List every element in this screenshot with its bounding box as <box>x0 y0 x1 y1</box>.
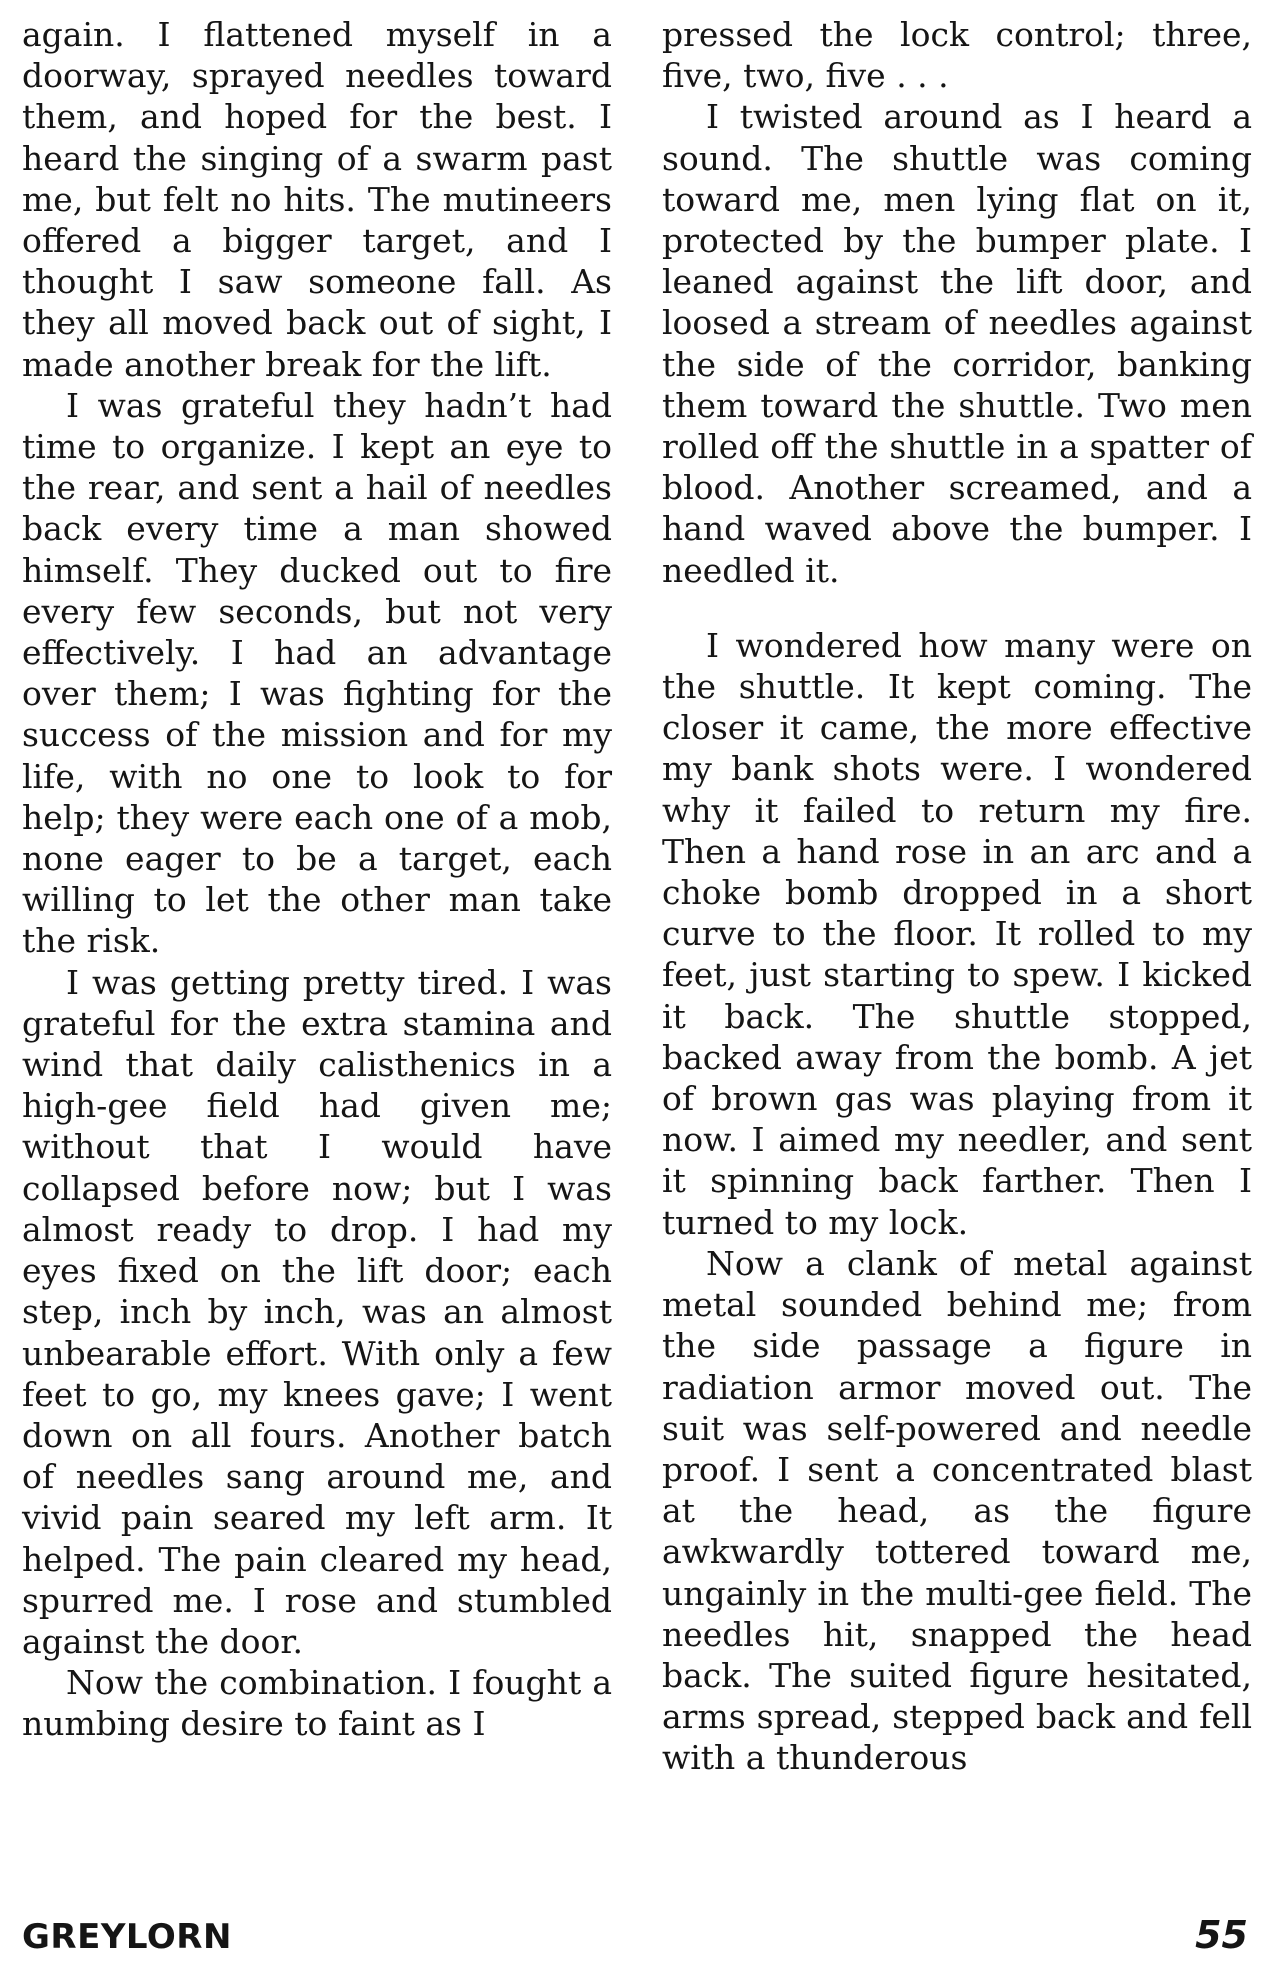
right-text-column <box>662 14 1252 1779</box>
running-footer-title: GREYLORN <box>22 1917 232 1957</box>
paragraph: pressed the lock control; three, five, two, five . . . <box>662 15 1252 96</box>
paragraph: I was grateful they hadn’t had time to organize. I kept an eye to the rear, and sent a hail of needles back every time a man showed himself. They ducked out to fire every few seconds, but not very effectively. I had an advantage over them; I was fighting for the success of the mission and for my life, with no one to look to for help; they were each one of a mob, none eager to be a target, each willing to let the other man take the risk. <box>22 385 612 961</box>
paragraph: again. I flattened myself in a doorway, sprayed needles toward them, and hoped for the best. I heard the singing of a swarm past me, but felt no hits. The mutineers offered a bigger target, and I thought I saw someone fall. As they all moved back out of sight, I made another break for the lift. <box>22 15 612 384</box>
paragraph: Now a clank of metal against metal sounded behind me; from the side passage a figure in radiation armor moved out. The suit was self-powered and needle proof. I sent a concentrated blast at the head, as the figure awkwardly tottered toward me, ungainly in the multi-gee field. The needles hit, snapped the head back. The suited figure hesitated, arms spread, stepped back and fell with a thunderous <box>662 1243 1252 1778</box>
paragraph: I wondered how many were on the shuttle. It kept coming. The closer it came, the more effective my bank shots were. I wondered why it failed to return my fire. Then a hand rose in an arc and a choke bomb dropped in a short curve to the floor. It rolled to my feet, just starting to spew. I kicked it back. The shuttle stopped, backed away from the bomb. A jet of brown gas was playing from it now. I aimed my needler, and sent it spinning back farther. Then I turned to my lock. <box>662 625 1252 1242</box>
paragraph: I was getting pretty tired. I was grateful for the extra stamina and wind that daily calisthenics in a high-gee field had given me; without that I would have collapsed before now; but I was almost ready to drop. I had my eyes fixed on the lift door; each step, inch by inch, was an almost unbearable effort. With only a few feet to go, my knees gave; I went down on all fours. Another batch of needles sang around me, and vivid pain seared my left arm. It helped. The pain cleared my head, spurred me. I rose and stumbled against the door. <box>22 962 612 1661</box>
left-text-column <box>22 14 612 1745</box>
paragraph: Now the combination. I fought a numbing desire to faint as I <box>22 1663 612 1744</box>
paragraph: I twisted around as I heard a sound. The shuttle was coming toward me, men lying flat on it, protected by the bumper plate. I leaned against the lift door, and loosed a stream of needles against the side of the corridor, banking them toward the shuttle. Two men rolled off the shuttle in a spatter of blood. Another screamed, and a hand waved above the bumper. I needled it. <box>662 97 1252 590</box>
page-number: 55 <box>1195 1913 1248 1957</box>
